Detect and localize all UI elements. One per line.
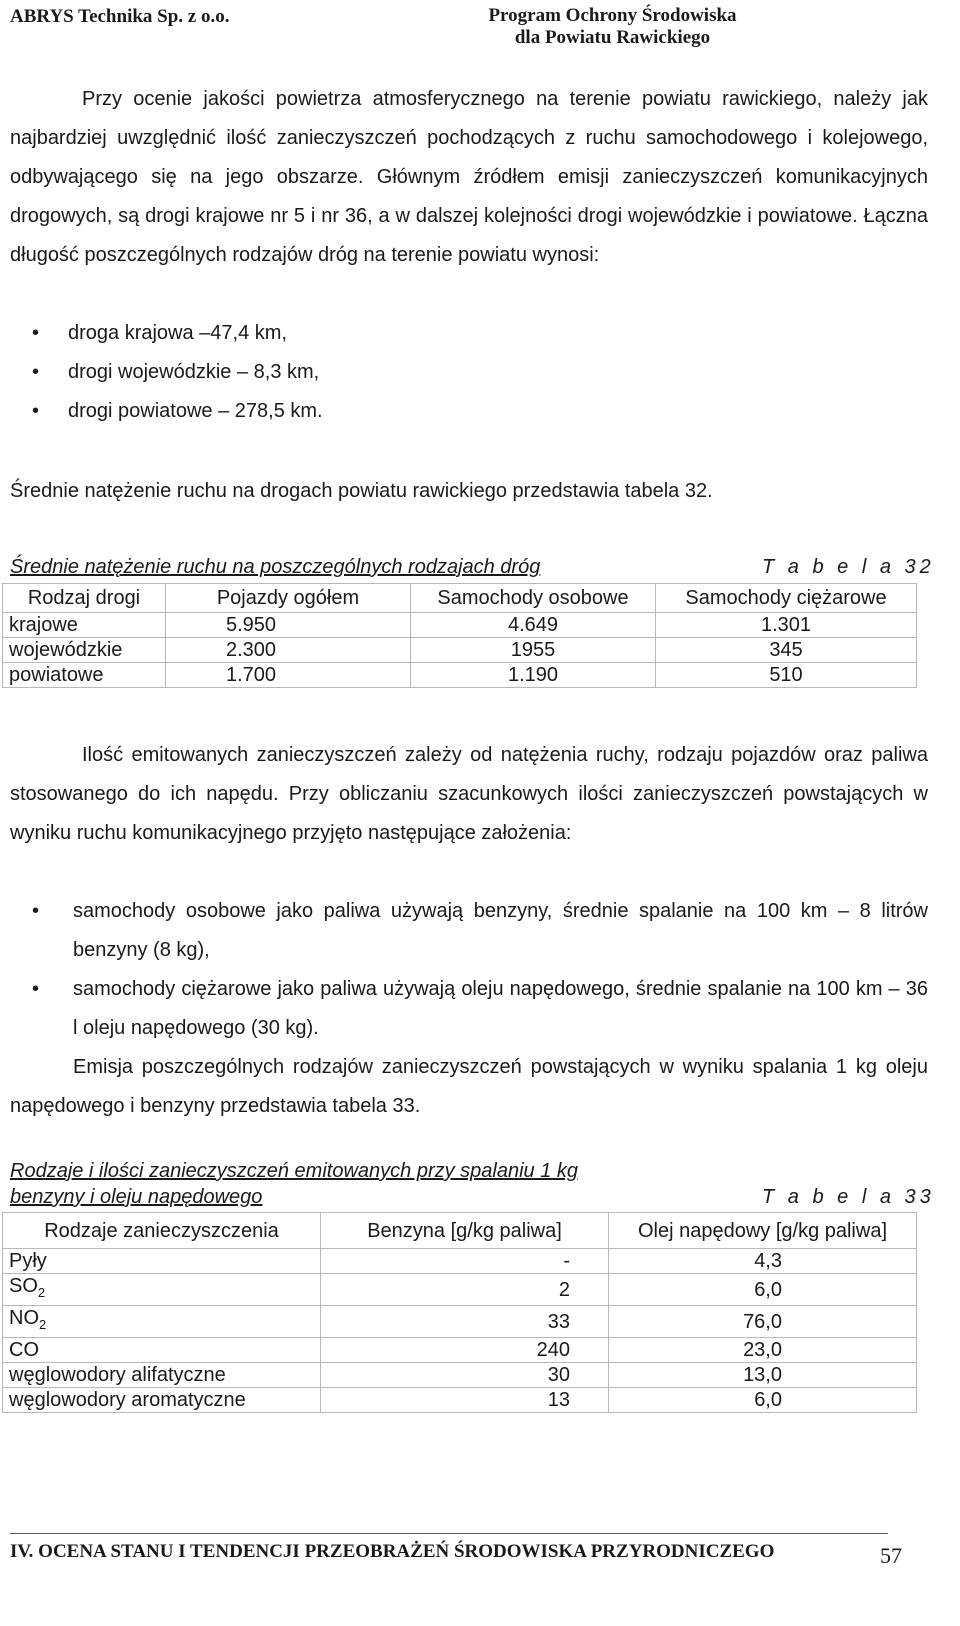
footer-divider — [10, 1533, 888, 1534]
list-item: • drogi powiatowe – 278,5 km. — [10, 392, 928, 431]
list-item: • samochody ciężarowe jako paliwa używają oleju napędowego, średnie spalanie na 100 km – 36 l oleju napędowego (30 kg). — [10, 970, 928, 1048]
table-header-cell: Rodzaj drogi — [3, 584, 166, 613]
road-length-list — [10, 314, 928, 431]
table-cell: 1.301 — [656, 613, 917, 638]
table-row — [3, 663, 917, 688]
list-item: • droga krajowa –47,4 km, — [10, 314, 928, 353]
table-cell: 5.950 — [166, 613, 411, 638]
table-cell: Pyły — [3, 1249, 321, 1274]
table-cell: $NO_2$ — [3, 1306, 321, 1338]
table-header-cell: Rodzaje zanieczyszczenia — [3, 1213, 321, 1249]
footer-chapter: IV. OCENA STANU I TENDENCJI PRZEOBRAŻEŃ ŚRODOWISKA PRZYRODNICZEGO — [10, 1541, 775, 1562]
table-cell: 510 — [656, 663, 917, 688]
table-row — [3, 1363, 917, 1388]
page-number: 57 — [880, 1543, 902, 1568]
table33 — [2, 1212, 917, 1413]
list-item: • samochody osobowe jako paliwa używają benzyny, średnie spalanie na 100 km – 8 litrów benzyny (8 kg), — [10, 892, 928, 970]
table-cell: - — [321, 1249, 609, 1274]
table-header-cell: Benzyna [g/kg paliwa] — [321, 1213, 609, 1249]
intro-closing: Średnie natężenie ruchu na drogach powiatu rawickiego przedstawia tabela 32. — [10, 480, 713, 502]
table-cell: 76,0 — [609, 1306, 917, 1338]
header-program — [470, 5, 755, 49]
emissions-paragraph — [10, 736, 928, 853]
table33-caption-line2: benzyny i oleju napędowego — [10, 1186, 263, 1208]
table-cell: wojewódzkie — [3, 638, 166, 663]
table-row — [3, 1249, 917, 1274]
table-cell: 1.700 — [166, 663, 411, 688]
table32-caption: Średnie natężenie ruchu na poszczególnych rodzajach dróg — [10, 556, 541, 578]
table-row — [3, 1338, 917, 1363]
table-cell: powiatowe — [3, 663, 166, 688]
table-header-cell: Samochody ciężarowe — [656, 584, 917, 613]
bullet-icon: • — [32, 978, 40, 1000]
assumption-list — [10, 892, 928, 1048]
intro-text: Przy ocenie jakości powietrza atmosferycznego na terenie powiatu rawickiego, należy jak najbardziej uwzględnić ilość zanieczyszczeń pochodzących z ruchu samochodowego i kolejowego, odbywającego się na jego obszarze. Głównym źródłem emisji zanieczyszczeń komunikacyjnych drogowych, są drogi krajowe nr 5 i nr 36, a w dalszej kolejności drogi wojewódzkie i powiatowe. Łączna długość poszczególnych rodzajów dróg na terenie powiatu wynosi: — [10, 88, 928, 266]
table32 — [2, 583, 917, 688]
table-cell: 345 — [656, 638, 917, 663]
header-program-line1: Program Ochrony Środowiska — [488, 5, 737, 26]
table-row — [3, 638, 917, 663]
table-cell: $SO_2$ — [3, 1274, 321, 1306]
table-cell: węglowodory aromatyczne — [3, 1388, 321, 1413]
table-cell: 13,0 — [609, 1363, 917, 1388]
table-header-row — [3, 1213, 917, 1249]
table-cell: 4,3 — [609, 1249, 917, 1274]
table-header-cell: Samochody osobowe — [411, 584, 656, 613]
table-cell: 23,0 — [609, 1338, 917, 1363]
table-cell: 4.649 — [411, 613, 656, 638]
bullet-icon: • — [32, 400, 40, 422]
bullet-icon: • — [32, 361, 40, 383]
table-cell: CO — [3, 1338, 321, 1363]
table32-label: T a b e l a 32 — [762, 556, 935, 578]
table-row — [3, 1306, 917, 1338]
table-cell: 1955 — [411, 638, 656, 663]
table33-caption-line1: Rodzaje i ilości zanieczyszczeń emitowanych przy spalaniu 1 kg — [10, 1160, 579, 1182]
table-cell: 33 — [321, 1306, 609, 1338]
header-company: ABRYS Technika Sp. z o.o. — [10, 6, 230, 27]
table-header-row — [3, 584, 917, 613]
emissions-paragraph-2 — [10, 1048, 928, 1126]
table-cell: 13 — [321, 1388, 609, 1413]
header-program-line2: dla Powiatu Rawickiego — [514, 27, 711, 48]
bullet-icon: • — [32, 900, 40, 922]
table-cell: 2 — [321, 1274, 609, 1306]
table-header-cell: Pojazdy ogółem — [166, 584, 411, 613]
table-cell: krajowe — [3, 613, 166, 638]
table-cell: 240 — [321, 1338, 609, 1363]
table-row — [3, 1388, 917, 1413]
emissions-text-2: Emisja poszczególnych rodzajów zanieczyszczeń powstających w wyniku spalania 1 kg oleju napędowego i benzyny przedstawia tabela 33. — [10, 1056, 928, 1117]
table-header-cell: Olej napędowy [g/kg paliwa] — [609, 1213, 917, 1249]
bullet-icon: • — [32, 322, 40, 344]
intro-paragraph — [10, 80, 928, 275]
table-row — [3, 1274, 917, 1306]
table-cell: węglowodory alifatyczne — [3, 1363, 321, 1388]
table-cell: 6,0 — [609, 1274, 917, 1306]
list-item: • drogi wojewódzkie – 8,3 km, — [10, 353, 928, 392]
table-cell: 6,0 — [609, 1388, 917, 1413]
table-cell: 30 — [321, 1363, 609, 1388]
table-row — [3, 613, 917, 638]
table-cell: 2.300 — [166, 638, 411, 663]
emissions-text: Ilość emitowanych zanieczyszczeń zależy od natężenia ruchy, rodzaju pojazdów oraz paliwa stosowanego do ich napędu. Przy obliczaniu szacunkowych ilości zanieczyszczeń powstających w wyniku ruchu komunikacyjnego przyjęto następujące założenia: — [10, 744, 928, 844]
table-cell: 1.190 — [411, 663, 656, 688]
table33-label: T a b e l a 33 — [762, 1186, 935, 1208]
